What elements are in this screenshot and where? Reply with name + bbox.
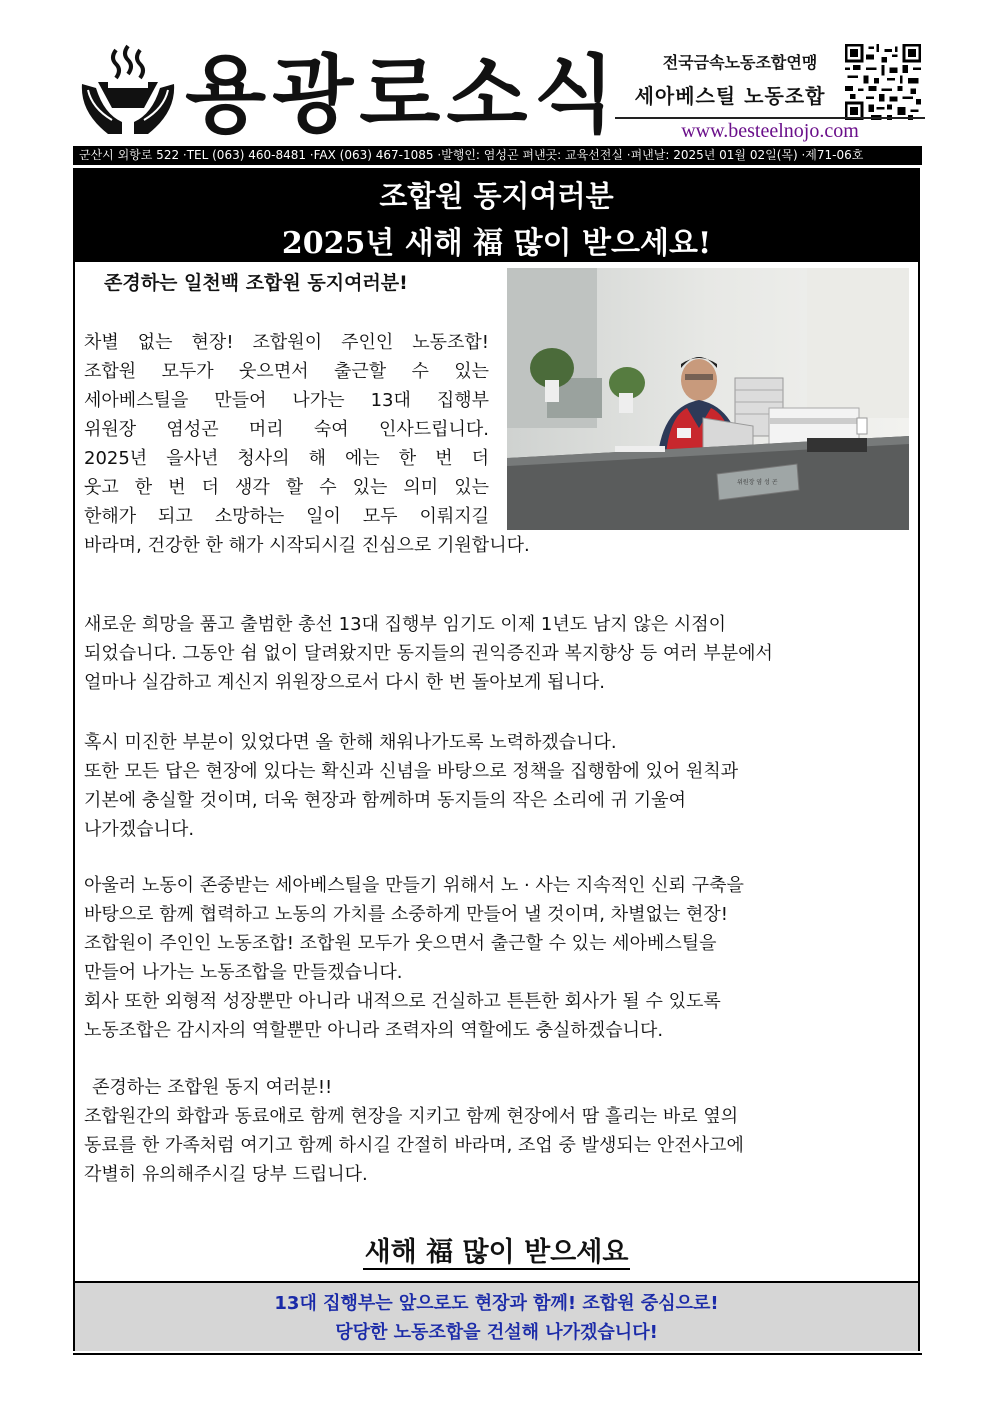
- website-link[interactable]: www.besteelnojo.com: [681, 120, 859, 142]
- publication-info-bar: [73, 146, 922, 165]
- paragraph-4-line: 회사 또한 외형적 성장뿐만 아니라 내적으로 건실하고 튼튼한 회사가 될 수 있도록: [84, 991, 721, 1012]
- paragraph-3-line: 나가겠습니다.: [84, 819, 195, 840]
- nameplate-text: 위원장 염 성 곤: [737, 479, 778, 486]
- footer-line2: 당당한 노동조합을 건설해 나가겠습니다!: [335, 1322, 658, 1343]
- paragraph-1-line: 세아베스틸을 만들어 나가는 13대 집행부: [84, 390, 489, 411]
- paragraph-4-line: 바탕으로 함께 협력하고 노동의 가치를 소중하게 만들어 낼 것이며, 차별없는 현장!: [84, 904, 728, 925]
- publication-info-text: 군산시 외항로 522 ·TEL (063) 460-8481 ·FAX (063) 467-1085 ·발행인: 염성곤 펴낸곳: 교육선전실 ·펴낸날: 2025년 01월 02일(목) ·제71-06호: [79, 148, 864, 162]
- greeting-heading: 존경하는 일천백 조합원 동지여러분!: [104, 272, 408, 294]
- paragraph-5-line: 조합원간의 화합과 동료애로 함께 현장을 지키고 함께 현장에서 땀 흘리는 바로 옆의: [84, 1106, 739, 1127]
- paragraph-2-line: 되었습니다. 그동안 쉼 없이 달려왔지만 동지들의 권익증진과 복지향상 등 여러 부분에서: [84, 643, 773, 664]
- paragraph-1-line: 한해가 되고 소망하는 일이 모두 이뤄지길: [84, 506, 489, 527]
- newsletter-title: 용광로소식: [185, 45, 621, 144]
- paragraph-1: [84, 328, 530, 560]
- president-photo: [507, 268, 909, 530]
- paragraph-1-line: 차별 없는 현장! 조합원이 주인인 노동조합!: [84, 332, 489, 353]
- paragraph-1-line: 웃고 한 번 더 생각 할 수 있는 의미 있는: [84, 477, 489, 498]
- union-name: 세아베스틸 노동조합: [634, 84, 826, 108]
- paragraph-1-line: 2025년 을사년 청사의 해 에는 한 번 더: [84, 448, 489, 469]
- paragraph-5: [84, 1102, 744, 1189]
- paragraph-1-line: 바라며, 건강한 한 해가 시작되시길 진심으로 기원합니다.: [84, 535, 530, 556]
- masthead-divider: [615, 117, 925, 119]
- paragraph-4-line: 아울러 노동이 존중받는 세아베스틸을 만들기 위해서 노 · 사는 지속적인 신뢰 구축을: [84, 875, 744, 896]
- union-logo-icon: [78, 42, 178, 142]
- paragraph-3: [84, 728, 738, 844]
- footer-line1: 13대 집행부는 앞으로도 현장과 함께! 조합원 중심으로!: [274, 1293, 719, 1314]
- closing-message: [75, 1230, 918, 1269]
- paragraph-5-line: 동료를 한 가족처럼 여기고 함께 하시길 간절히 바라며, 조업 중 발생되는 안전사고에: [84, 1135, 744, 1156]
- paragraph-3-line: 또한 모든 답은 현장에 있다는 확신과 신념을 바탕으로 정책을 집행함에 있어 원칙과: [84, 761, 739, 782]
- headline-line1: 조합원 동지여러분: [379, 179, 614, 213]
- paragraph-4-line: 만들어 나가는 노동조합을 만들겠습니다.: [84, 962, 403, 983]
- paragraph-4: [84, 871, 744, 1045]
- paragraph-2-line: 새로운 희망을 품고 출범한 총선 13대 집행부 임기도 이제 1년도 남지 않은 시점이: [84, 614, 727, 635]
- qr-code-icon[interactable]: [845, 44, 921, 120]
- paragraph-5-line: 각별히 유의해주시길 당부 드립니다.: [84, 1164, 368, 1185]
- paragraph-2-line: 얼마나 실감하고 계신지 위원장으로서 다시 한 번 돌아보게 됩니다.: [84, 672, 605, 693]
- paragraph-4-line: 노동조합은 감시자의 역할뿐만 아니라 조력자의 역할에도 충실하겠습니다.: [84, 1020, 664, 1041]
- federation-name: 전국금속노동조합연맹: [662, 53, 818, 72]
- greeting-2: 존경하는 조합원 동지 여러분!!: [92, 1077, 333, 1098]
- paragraph-2: [84, 610, 773, 697]
- closing-text: 새해 福 많이 받으세요: [364, 1237, 629, 1268]
- paragraph-1-line: 조합원 모두가 웃으면서 출근할 수 있는: [84, 361, 489, 382]
- paragraph-4-line: 조합원이 주인인 노동조합! 조합원 모두가 웃으면서 출근할 수 있는 세아베스틸을: [84, 933, 717, 954]
- bottom-rule: [73, 1353, 922, 1355]
- paragraph-1-line: 위원장 염성곤 머리 숙여 인사드립니다.: [84, 419, 489, 440]
- paragraph-3-line: 혹시 미진한 부분이 있었다면 올 한해 채워나가도록 노력하겠습니다.: [84, 732, 617, 753]
- paragraph-3-line: 기본에 충실할 것이며, 더욱 현장과 함께하며 동지들의 작은 소리에 귀 기울여: [84, 790, 686, 811]
- headline-line2: 2025년 새해 福 많이 받으세요!: [281, 226, 712, 261]
